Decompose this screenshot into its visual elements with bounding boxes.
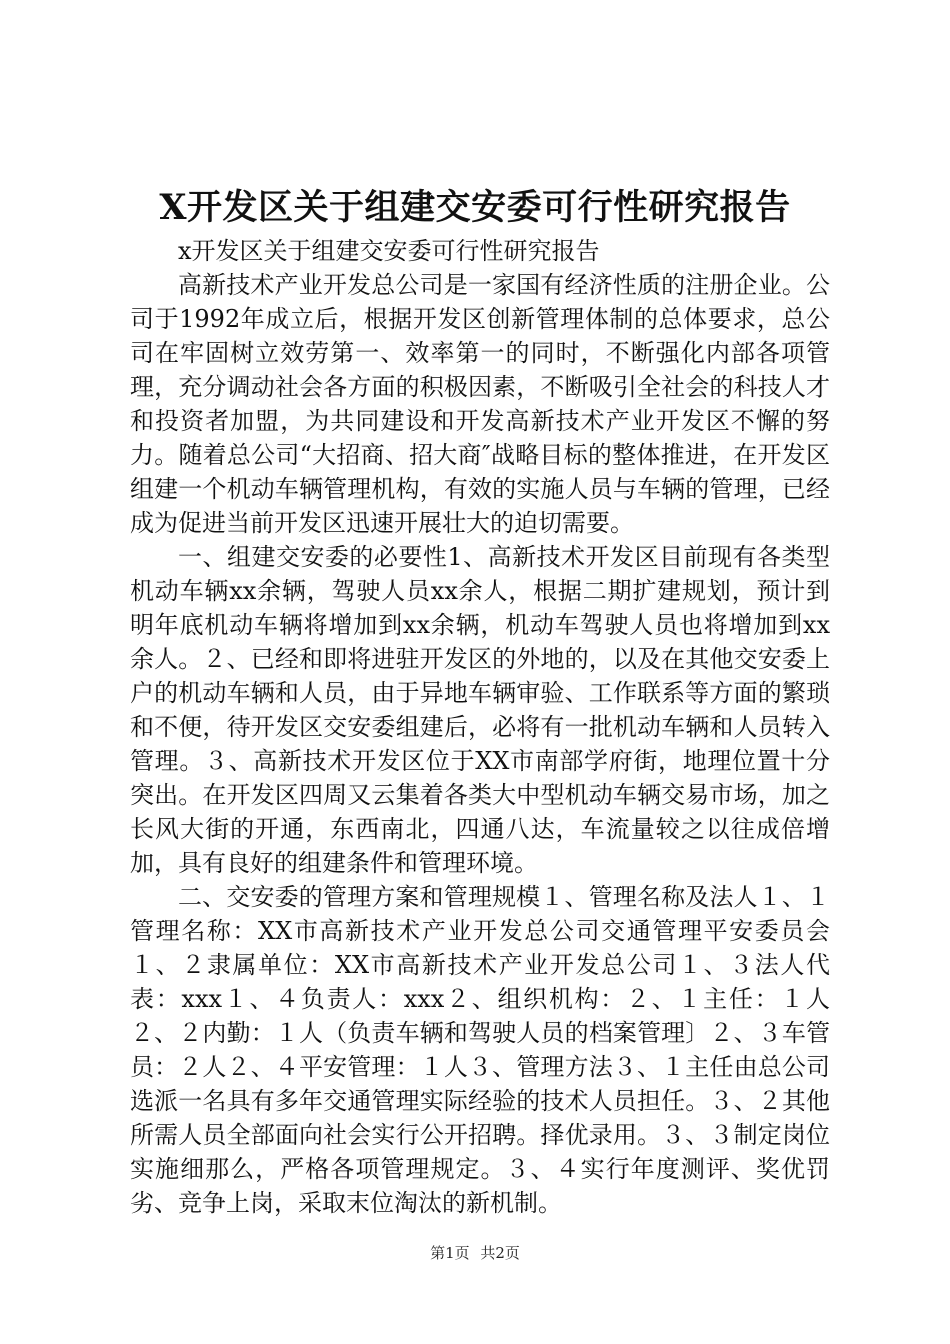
paragraph-necessity: 一、组建交安委的必要性1、高新技术开发区目前现有各类型机动车辆xx余辆，驾驶人员xx余人，根据二期扩建规划，预计到明年底机动车辆将增加到xx余辆，机动车驾驶人员也将增加到xx余人。２、已经和即将进驻开发区的外地的，以及在其他交安委上户的机动车辆和人员，由于异地车辆审验、工作联系等方面的繁琐和不便，待开发区交安委组建后，必将有一批机动车辆和人员转入管理。３、高新技术开发区位于XX市南部学府街，地理位置十分突出。在开发区四周又云集着各类大中型机动车辆交易市场，加之长风大街的开通，东西南北，四通八达，车流量较之以往成倍增加，具有良好的组建条件和管理环境。 bbox=[130, 543, 830, 877]
document-title: X开发区关于组建交安委可行性研究报告 bbox=[159, 187, 791, 228]
page-number: 第1页 bbox=[430, 1244, 470, 1262]
paragraph-intro: 高新技术产业开发总公司是一家国有经济性质的注册企业。公司于1992年成立后，根据开发区创新管理体制的总体要求，总公司在牢固树立效劳第一、效率第一的同时，不断强化内部各项管理，充分调动社会各方面的积极因素，不断吸引全社会的科技人才和投资者加盟，为共同建设和开发高新技术产业开发区不懈的努力。随着总公司“大招商、招大商″战略目标的整体推进，在开发区组建一个机动车辆管理机构，有效的实施人员与车辆的管理，已经成为促进当前开发区迅速开展壮大的迫切需要。 bbox=[130, 271, 830, 537]
paragraph-management-plan: 二、交安委的管理方案和管理规模１、管理名称及法人１、１管理名称：XX市高新技术产业开发总公司交通管理平安委员会１、２隶属单位：XX市高新技术产业开发总公司１、３法人代表：xxx１、４负责人：xxx２、组织机构：２、１主任：１人２、２内勤：１人（负责车辆和驾驶人员的档案管理〕２、３车管员：２人２、４平安管理：１人３、管理方法３、１主任由总公司选派一名具有多年交通管理实际经验的技术人员担任。３、２其他所需人员全部面向社会实行公开招聘。择优录用。３、３制定岗位实施细那么，严格各项管理规定。３、４实行年度测评、奖优罚劣、竞争上岗，采取末位淘汰的新机制。 bbox=[130, 883, 830, 1217]
page-footer bbox=[0, 1243, 950, 1263]
document-body bbox=[130, 234, 830, 1220]
paragraph-subtitle: x开发区关于组建交安委可行性研究报告 bbox=[178, 237, 600, 265]
page-total: 共2页 bbox=[480, 1244, 520, 1262]
